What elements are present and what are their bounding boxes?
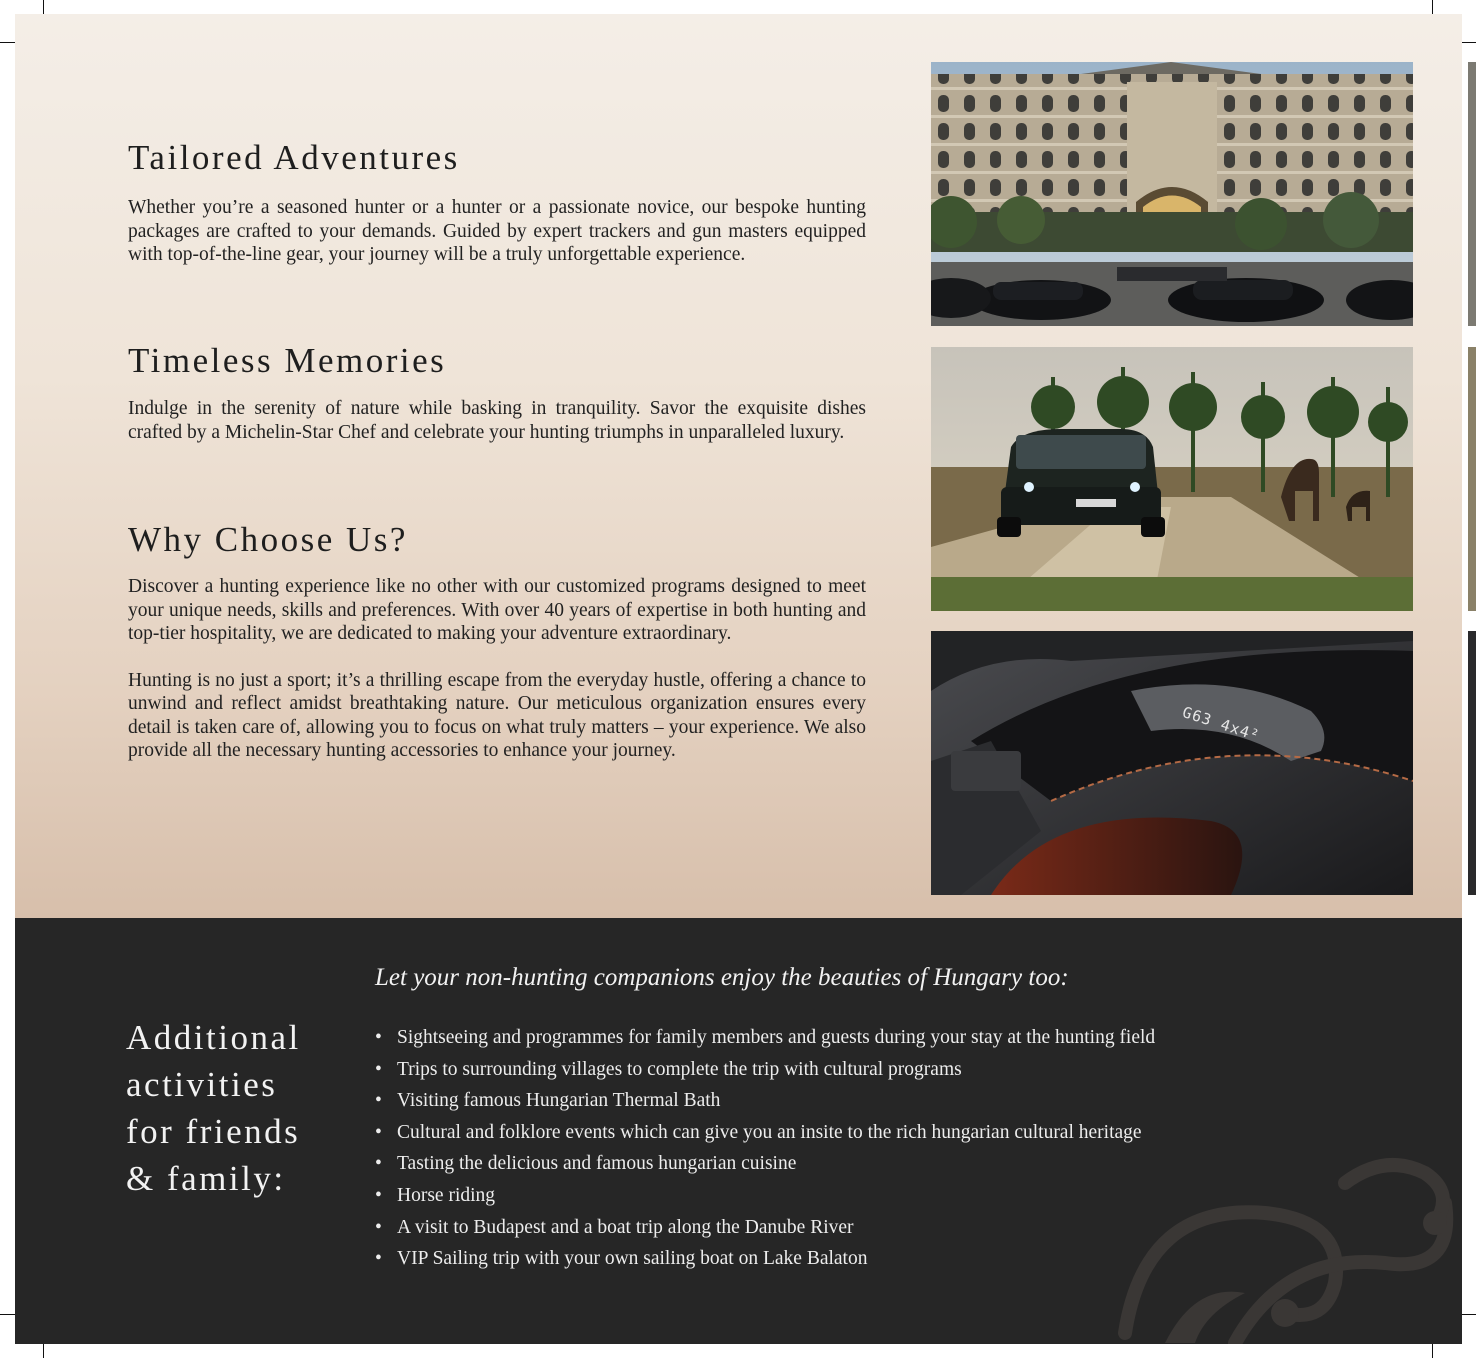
- section-paragraph: Indulge in the serenity of nature while basking in tranquility. Savor the exquisite dishes crafted by a Michelin-Star Chef and celebrate your hunting triumphs in unparalleled luxury.: [128, 398, 866, 443]
- section-heading: Tailored Adventures: [128, 138, 460, 177]
- list-item: • VIP Sailing trip with your own sailing boat on Lake Balaton: [375, 1243, 1155, 1275]
- section-why-choose-us: [128, 520, 866, 763]
- activities-list: [375, 1022, 1155, 1275]
- photo-suv-country-road: [931, 347, 1413, 611]
- section-timeless-memories: [128, 341, 866, 444]
- bullet-icon: •: [375, 1216, 382, 1238]
- intro-panel: [15, 14, 1462, 918]
- section-paragraph: Whether you’re a seasoned hunter or a hunter or a passionate novice, our bespoke hunting packages are crafted to your demands. Guided by expert trackers and gun masters equipped with top-of-the-line gear, your journey will be a truly unforgettable experience.: [128, 197, 866, 265]
- title-line: for friends: [126, 1112, 301, 1151]
- edge-strip: [1468, 631, 1476, 895]
- bullet-icon: •: [375, 1248, 382, 1270]
- list-item: • A visit to Budapest and a boat trip along the Danube River: [375, 1212, 1155, 1244]
- section-heading: Why Choose Us?: [128, 520, 408, 559]
- additional-activities-band: [15, 918, 1462, 1344]
- title-line: & family:: [126, 1159, 286, 1198]
- bullet-icon: •: [375, 1027, 382, 1048]
- photo-palace-hotel: [931, 62, 1413, 326]
- section-paragraph: Discover a hunting experience like no other with our customized programs designed to meet your unique needs, skills and preferences. With over 40 years of expertise in both hunting and top-tier hospitality, we are dedicated to making your adventure extraordinary.: [128, 576, 866, 644]
- bullet-icon: •: [375, 1058, 382, 1080]
- bullet-icon: •: [375, 1121, 382, 1143]
- section-tailored-adventures: [128, 138, 866, 267]
- list-item: • Tasting the delicious and famous hungarian cuisine: [375, 1148, 1155, 1180]
- section-paragraph: Hunting is no just a sport; it’s a thrilling escape from the everyday hustle, offering a chance to unwind and reflect amidst breathtaking nature. Our meticulous organization ensures every detail is taken care of, allowing you to focus on what truly matters – your experience. We also provide all the necessary hunting accessories to enhance your journey.: [128, 669, 866, 761]
- photo-badge: G63 4x4²: [1180, 703, 1263, 745]
- title-line: Additional: [126, 1018, 301, 1057]
- activities-intro: Let your non-hunting companions enjoy the beauties of Hungary too:: [375, 964, 1069, 991]
- bullet-icon: •: [375, 1153, 382, 1175]
- flourish-ornament-icon: [1085, 1143, 1462, 1344]
- section-heading: Timeless Memories: [128, 341, 447, 380]
- list-item: • Visiting famous Hungarian Thermal Bath: [375, 1085, 1155, 1117]
- list-item: • Cultural and folklore events which can give you an insite to the rich hungarian cultural heritage: [375, 1117, 1155, 1149]
- edge-strip: [1468, 347, 1476, 611]
- list-item: • Horse riding: [375, 1180, 1155, 1212]
- title-line: activities: [126, 1065, 278, 1104]
- bullet-icon: •: [375, 1090, 382, 1112]
- list-item: • Sightseeing and programmes for family members and guests during your stay at the hunting field: [375, 1022, 1155, 1054]
- bullet-icon: •: [375, 1184, 382, 1206]
- edge-strip: [1468, 62, 1476, 326]
- photo-car-interior: [931, 631, 1413, 895]
- list-item: • Trips to surrounding villages to complete the trip with cultural programs: [375, 1054, 1155, 1086]
- additional-title: [126, 1014, 386, 1202]
